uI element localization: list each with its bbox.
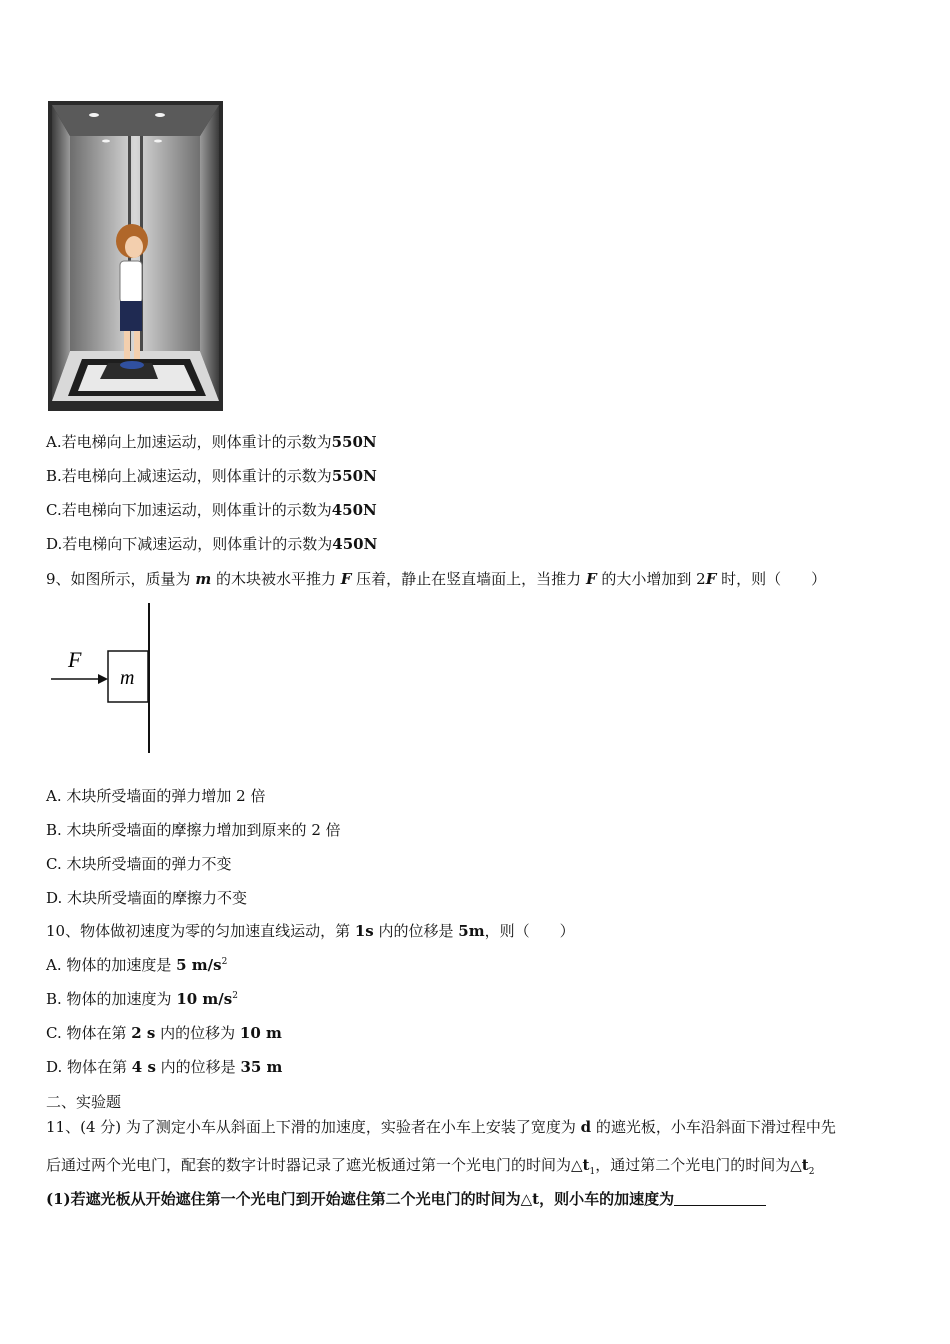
q10-option-c: C. 物体在第 2 s 内的位移为 10 m xyxy=(46,1024,282,1042)
q8-option-c: C.若电梯向下加速运动，则体重计的示数为450N xyxy=(46,501,377,519)
q9-option-a: A. 木块所受墙面的弹力增加 2 倍 xyxy=(46,787,266,805)
q10-option-d: D. 物体在第 4 s 内的位移是 35 m xyxy=(46,1058,283,1076)
q9-option-d: D. 木块所受墙面的摩擦力不变 xyxy=(46,889,248,907)
q10-stem: 10、物体做初速度为零的匀加速直线运动，第 1s 内的位移是 5m，则（ ） xyxy=(46,922,575,940)
force-diagram xyxy=(46,600,156,755)
q10-option-a: A. 物体的加速度是 5 $m/s^2$ xyxy=(46,956,228,974)
q11-part-1: (1)若遮光板从开始遮住第一个光电门到开始遮住第二个光电门的时间为△t，则小车的加速度为 xyxy=(46,1189,766,1209)
answer-blank[interactable] xyxy=(674,1191,766,1206)
q8-option-a: A.若电梯向上加速运动，则体重计的示数为550N xyxy=(46,433,377,451)
q11-line-2: 后通过两个光电门，配套的数字计时器记录了遮光板通过第一个光电门的时间为$\triangle t_1$，通过第二个光电门的时间为$\triangle t_2$ xyxy=(46,1156,815,1177)
mass-label: m xyxy=(120,667,135,689)
q9-stem: 9、如图所示，质量为 m 的木块被水平推力 F 压着，静止在竖直墙面上，当推力 F 的大小增加到 2F 时，则（ ） xyxy=(46,570,827,588)
section-heading: 二、实验题 xyxy=(46,1093,122,1111)
force-label: F xyxy=(68,647,82,672)
q11-line-1: 11、(4 分) 为了测定小车从斜面上下滑的加速度，实验者在小车上安装了宽度为 d 的遮光板，小车沿斜面下滑过程中先 xyxy=(46,1118,836,1136)
q10-option-b: B. 物体的加速度为 10 $m/s^2$ xyxy=(46,990,238,1008)
q8-option-b: B.若电梯向上减速运动，则体重计的示数为550N xyxy=(46,467,377,485)
q9-option-c: C. 木块所受墙面的弹力不变 xyxy=(46,855,232,873)
elevator-illustration xyxy=(48,101,223,411)
q8-option-d: D.若电梯向下减速运动，则体重计的示数为450N xyxy=(46,535,378,553)
q9-option-b: B. 木块所受墙面的摩擦力增加到原来的 2 倍 xyxy=(46,821,341,839)
